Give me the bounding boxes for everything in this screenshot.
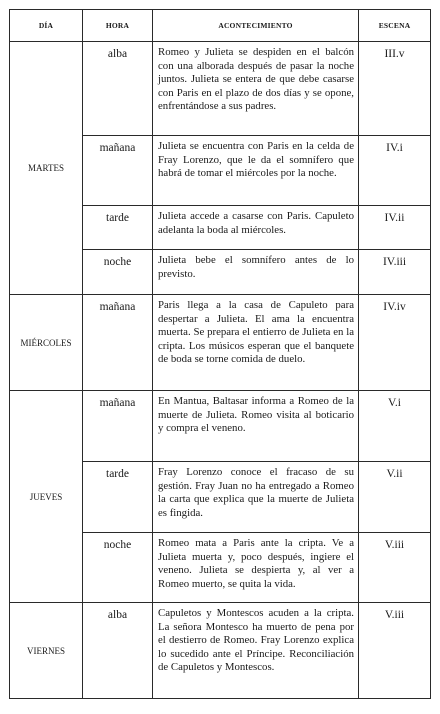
acontecimiento-cell: Julieta se encuentra con Paris en la celda de Fray Lorenzo, que le da el somnífero que habrá de tomar el miércoles por la noche. <box>153 136 359 206</box>
header-row <box>10 10 431 42</box>
day-cell-viernes: VIERNES <box>10 603 83 699</box>
escena-cell: V.iii <box>359 603 431 699</box>
acontecimiento-cell: Capuletos y Montescos acuden a la cripta. La señora Montesco ha muerto de pena por el destierro de Romeo. Fray Lorenzo explica lo sucedido ante el Príncipe. Reconciliación de Capuletos y Montescos. <box>153 603 359 699</box>
acontecimiento-cell: En Mantua, Baltasar informa a Romeo de la muerte de Julieta. Romeo visita al boticario y compra el veneno. <box>153 391 359 462</box>
hora-cell: tarde <box>83 206 153 250</box>
acontecimiento-cell: Julieta accede a casarse con Paris. Capuleto adelanta la boda al miércoles. <box>153 206 359 250</box>
hora-cell: alba <box>83 42 153 136</box>
escena-cell: V.iii <box>359 533 431 603</box>
hora-cell: noche <box>83 250 153 295</box>
table-row <box>10 603 431 699</box>
hora-cell: mañana <box>83 136 153 206</box>
header-escena: ESCENA <box>359 10 431 42</box>
escena-cell: V.ii <box>359 462 431 533</box>
escena-cell: V.i <box>359 391 431 462</box>
acontecimiento-cell: Romeo mata a Paris ante la cripta. Ve a Julieta muerta y, poco después, ingiere el veneno. Julieta se despierta y, al ver a Romeo muerto, se quita la vida. <box>153 533 359 603</box>
acontecimiento-cell: Paris llega a la casa de Capuleto para despertar a Julieta. El ama la encuentra muerta. Se prepara el entierro de Julieta en la cripta. Los músicos esperan que el banquete de boda se torne comida de duelo. <box>153 295 359 391</box>
escena-cell: IV.iii <box>359 250 431 295</box>
escena-cell: IV.ii <box>359 206 431 250</box>
hora-cell: tarde <box>83 462 153 533</box>
header-dia: DÍA <box>10 10 83 42</box>
day-cell-martes: MARTES <box>10 42 83 295</box>
table-row <box>10 295 431 391</box>
table-row <box>10 42 431 136</box>
escena-cell: IV.iv <box>359 295 431 391</box>
day-cell-miercoles: MIÉRCOLES <box>10 295 83 391</box>
header-acontecimiento: ACONTECIMIENTO <box>153 10 359 42</box>
day-cell-jueves: JUEVES <box>10 391 83 603</box>
acontecimiento-cell: Julieta bebe el somnífero antes de lo previsto. <box>153 250 359 295</box>
hora-cell: mañana <box>83 391 153 462</box>
acontecimiento-cell: Fray Lorenzo conoce el fracaso de su gestión. Fray Juan no ha entregado a Romeo la carta que explica que la muerte de Julieta es fingida. <box>153 462 359 533</box>
header-hora: HORA <box>83 10 153 42</box>
table-row <box>10 391 431 462</box>
escena-cell: III.v <box>359 42 431 136</box>
hora-cell: alba <box>83 603 153 699</box>
timeline-table <box>9 9 431 699</box>
escena-cell: IV.i <box>359 136 431 206</box>
hora-cell: mañana <box>83 295 153 391</box>
hora-cell: noche <box>83 533 153 603</box>
acontecimiento-cell: Romeo y Julieta se despiden en el balcón con una alborada después de pasar la noche juntos. Julieta se entera de que debe casarse con Paris en el plazo de dos días y se opone, enfrentándose a sus padres. <box>153 42 359 136</box>
